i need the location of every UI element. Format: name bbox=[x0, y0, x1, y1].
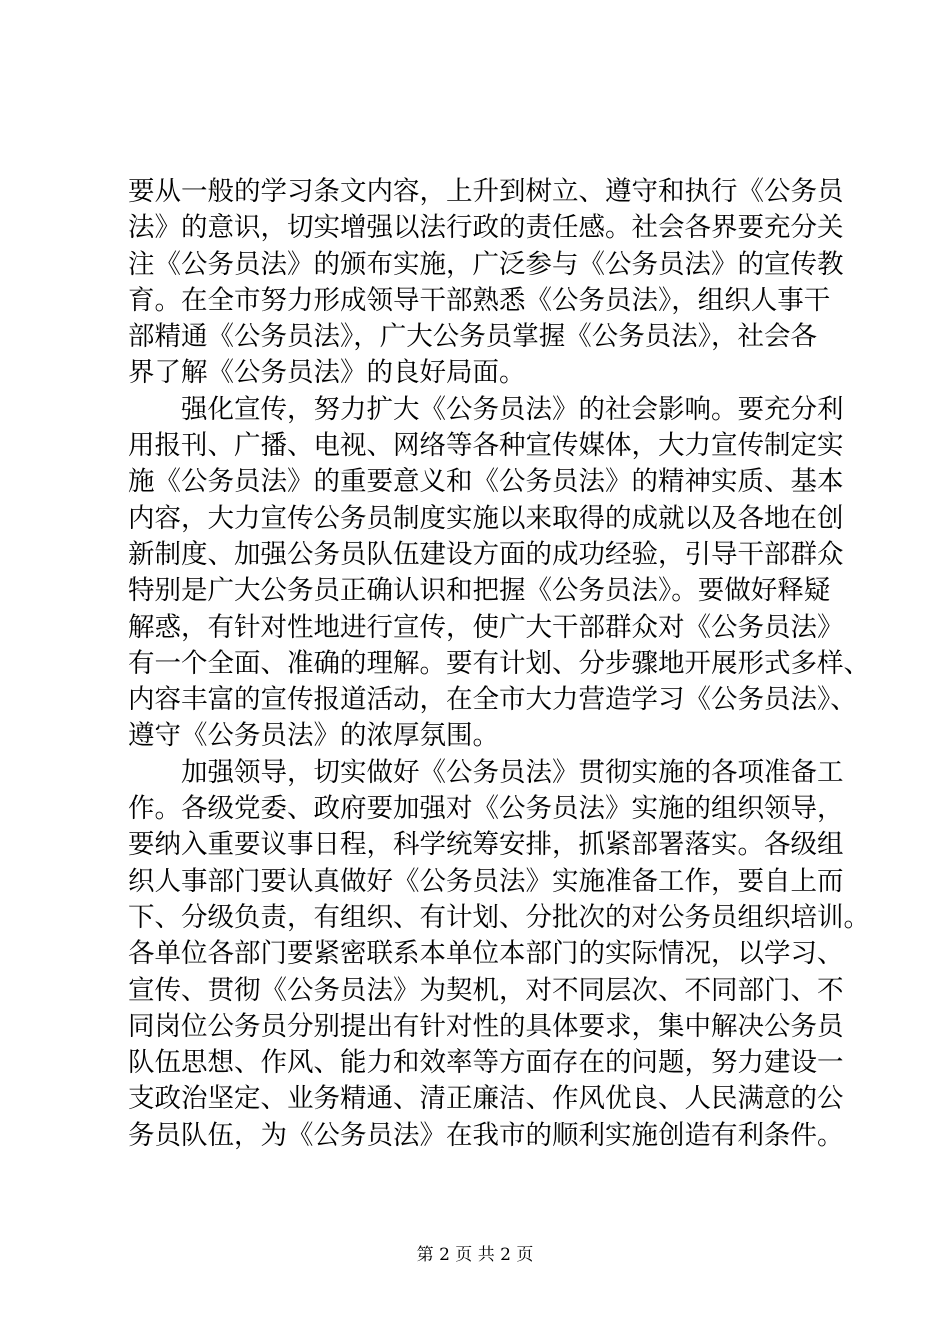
text-line: 加强领导，切实做好《公务员法》贯彻实施的各项准备工 bbox=[128, 756, 844, 788]
text-line: 有一个全面、准确的理解。要有计划、分步骤地开展形式多样、 bbox=[128, 647, 870, 679]
text-line: 解惑，有针对性地进行宣传，使广大干部群众对《公务员法》 bbox=[128, 611, 844, 643]
text-line: 施《公务员法》的重要意义和《公务员法》的精神实质、基本 bbox=[128, 466, 844, 498]
page-number-footer: 第 2 页 共 2 页 bbox=[416, 1245, 534, 1265]
text-line: 支政治坚定、业务精通、清正廉洁、作风优良、人民满意的公 bbox=[128, 1083, 844, 1115]
text-line: 宣传、贯彻《公务员法》为契机，对不同层次、不同部门、不 bbox=[128, 974, 844, 1006]
text-line: 界了解《公务员法》的良好局面。 bbox=[128, 357, 526, 389]
text-line: 新制度、加强公务员队伍建设方面的成功经验，引导干部群众 bbox=[128, 538, 844, 570]
text-line: 强化宣传，努力扩大《公务员法》的社会影响。要充分利 bbox=[128, 393, 844, 425]
text-line: 育。在全市努力形成领导干部熟悉《公务员法》，组织人事干 bbox=[128, 284, 831, 316]
text-line: 内容丰富的宣传报道活动，在全市大力营造学习《公务员法》、 bbox=[128, 684, 857, 716]
text-line: 队伍思想、作风、能力和效率等方面存在的问题，努力建设一 bbox=[128, 1047, 844, 1079]
text-line: 作。各级党委、政府要加强对《公务员法》实施的组织领导， bbox=[128, 793, 844, 825]
text-line: 织人事部门要认真做好《公务员法》实施准备工作，要自上而 bbox=[128, 865, 844, 897]
text-line: 法》的意识，切实增强以法行政的责任感。社会各界要充分关 bbox=[128, 212, 844, 244]
document-body bbox=[128, 174, 870, 1154]
text-line: 特别是广大公务员正确认识和把握《公务员法》。要做好释疑 bbox=[128, 575, 831, 607]
text-line: 注《公务员法》的颁布实施，广泛参与《公务员法》的宣传教 bbox=[128, 248, 844, 280]
text-line: 内容，大力宣传公务员制度实施以来取得的成就以及各地在创 bbox=[128, 502, 844, 534]
text-line: 同岗位公务员分别提出有针对性的具体要求，集中解决公务员 bbox=[128, 1010, 844, 1042]
text-line: 要纳入重要议事日程，科学统筹安排，抓紧部署落实。各级组 bbox=[128, 829, 844, 861]
text-line: 各单位各部门要紧密联系本单位本部门的实际情况，以学习、 bbox=[128, 938, 844, 970]
text-line: 遵守《公务员法》的浓厚氛围。 bbox=[128, 720, 499, 752]
text-line: 要从一般的学习条文内容，上升到树立、遵守和执行《公务员 bbox=[128, 176, 844, 207]
text-line: 部精通《公务员法》，广大公务员掌握《公务员法》，社会各 bbox=[128, 321, 817, 353]
text-line: 用报刊、广播、电视、网络等各种宣传媒体，大力宣传制定实 bbox=[128, 430, 844, 462]
text-line: 下、分级负责，有组织、有计划、分批次的对公务员组织培训。 bbox=[128, 901, 870, 933]
text-line: 务员队伍，为《公务员法》在我市的顺利实施创造有利条件。 bbox=[128, 1119, 844, 1151]
